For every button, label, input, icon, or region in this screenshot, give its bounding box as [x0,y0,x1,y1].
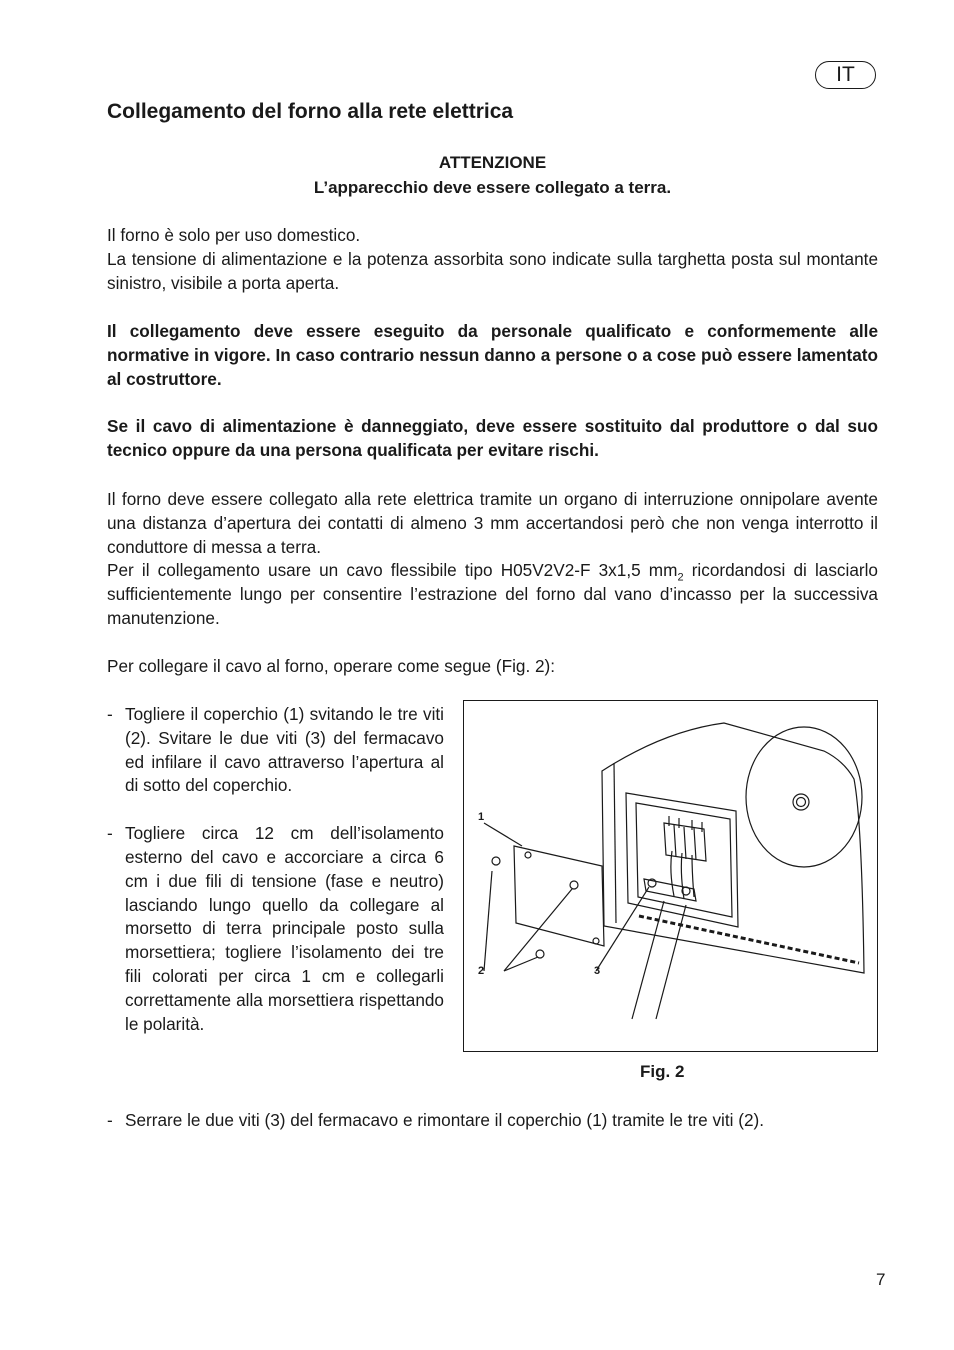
step-bullet: - [107,1110,113,1130]
callout-1-leader [484,823,522,846]
step-bullet: - [107,823,113,844]
step-item-2 [107,822,444,1036]
oven-body [602,723,864,973]
page-number: 7 [876,1270,886,1289]
cover-plate [514,846,604,946]
callout-3: 3 [594,965,601,977]
cable-length-text: ricordandosi di lasciarlo sufficientemente lungo per consentire l’estrazione del forno dal vano d’incasso per la successiva manutenzione. [107,560,878,628]
cover-screw [570,881,578,889]
oven-wiring-illustration [464,701,879,1053]
fan-hub [793,794,809,810]
step-text-1: Togliere il coperchio (1) svitando le tre viti (2). Svitare le due viti (3) del fermacavo ed infilare il cavo attraverso l’apertura al di sotto del coperchio. [125,704,444,796]
figure-caption: Fig. 2 [640,1062,685,1081]
cover-screw [492,857,500,865]
callout-2-leader-b [504,889,572,971]
intro-line-2: La tensione di alimentazione e la potenza assorbita sono indicate sulla targhetta posta sul montante sinistro, visibile a porta aperta. [107,248,878,293]
step-text-2: Togliere circa 12 cm dell’isolamento esterno del cavo e accorciare a circa 6 cm i due fili di tensione (fase e neutro) lasciando lungo quello da collegare al morsetto di terra principale posto sulla morsettiera; togliere l’isolamento dei tre fili colorati per circa 1 cm e collegarli correttamente alla morsettiera rispettando le polarità. [125,823,444,1034]
callout-1: 1 [478,811,485,823]
warning-heading: ATTENZIONE [438,153,547,172]
oven-body-edge [614,763,616,923]
intro-line-1: Il forno è solo per uso domestico. [107,225,361,245]
figure-2-box [463,700,878,1052]
procedure-intro: Per collegare il cavo al forno, operare come segue (Fig. 2): [107,656,556,676]
callout-2-leader-a [484,871,492,971]
step-bullet: - [107,704,113,724]
connection-line-1: Il forno deve essere collegato alla rete elettrica tramite un organo di interruzione onnipolare avente una distanza d’apertura dei contatti di almeno 3 mm accertandosi però che non venga interrotto il conduttore di messa a terra. [107,489,878,557]
connection-line-2 [107,559,878,630]
notice-cable: Se il cavo di alimentazione è danneggiato, deve essere sostituito dal produttore o dal suo tecnico oppure da una persona qualificata per evitare rischi. [107,416,878,460]
cable-clamp [644,879,696,901]
warning-text: L’apparecchio deve essere collegato a terra. [313,178,672,197]
procedure-steps [107,703,444,1060]
intro-paragraph [107,224,878,295]
notice-qualified: Il collegamento deve essere eseguito da personale qualificato e conformemente alle normative in vigore. In caso contrario nessun danno a persone o a cose può essere lamentato al costruttore. [107,321,878,389]
step-text-3: Serrare le due viti (3) del fermacavo e rimontare il coperchio (1) tramite le tre viti (2). [125,1110,765,1130]
step-item-1 [107,703,444,798]
callout-2: 2 [478,965,485,977]
cable-type-text: Per il collegamento usare un cavo flessibile tipo H05V2V2-F 3x1,5 mm [107,560,678,581]
power-cable [632,901,686,1019]
language-badge: IT [815,61,876,89]
fan-disk [746,727,862,867]
connection-paragraph [107,488,878,631]
cable-section-subscript: 2 [677,571,684,584]
page-title: Collegamento del forno alla rete elettrica [107,100,514,123]
step-item-3 [107,1108,897,1132]
